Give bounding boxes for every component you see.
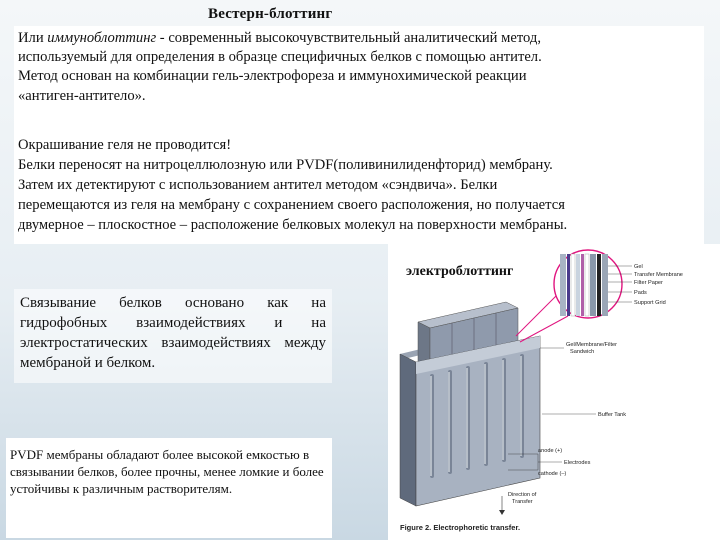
label-anode: anode (+)	[538, 448, 563, 454]
label-transfer-membrane: Transfer Membrane	[634, 272, 683, 278]
intro-line-2: используемый для определения в образце специфичных белков с помощью антител.	[18, 49, 542, 65]
binding-note-box	[14, 289, 332, 383]
term-immunoblotting: иммуноблоттинг	[47, 30, 157, 46]
zoom-layers	[560, 254, 608, 316]
label-electrodes: Electrodes	[564, 460, 591, 466]
intro-line-1: Или иммуноблоттинг - современный высокочувствительный аналитический метод,	[18, 30, 541, 46]
label-sandwich: Gel/Membrane/Filter	[566, 342, 617, 348]
pvdf-note-box	[6, 438, 332, 538]
label-filter-paper: Filter Paper	[634, 280, 663, 286]
tank-side	[400, 354, 416, 506]
label-gel: Gel	[634, 264, 643, 270]
details-line-1: Окрашивание геля не проводится!	[18, 137, 232, 153]
label-pads: Pads	[634, 290, 647, 296]
label-buffer-tank: Buffer Tank	[598, 412, 627, 418]
slide-title: Вестерн-блоттинг	[208, 6, 333, 22]
details-line-5: двумерное – плоскостное – расположение белковых молекул на поверхности мембраны.	[18, 217, 568, 233]
figure-caption: Figure 2. Electrophoretic transfer.	[400, 523, 521, 532]
intro-line-3: Метод основан на комбинации гель-электрофореза и иммунохимической реакции	[18, 68, 527, 84]
label-cathode: cathode (–)	[538, 471, 567, 477]
electroblotting-figure	[388, 244, 720, 540]
details-line-2: Белки переносят на нитроцеллюлозную или PVDF(поливинилиденфторид) мембрану.	[18, 157, 553, 173]
details-line-4: перемещаются из геля на мембрану с сохранением своего расположения, но получается	[18, 197, 565, 213]
label-direction: Direction of	[508, 492, 537, 498]
label-support-grid: Support Grid	[634, 300, 666, 306]
electroblotting-label: электроблоттинг	[402, 262, 517, 282]
binding-note: Связывание белков основано как на гидрофобных взаимодействиях и на электростатических взаимодействиях между мембраной и белком.	[20, 295, 326, 371]
pvdf-note: PVDF мембраны обладают более высокой емкостью в связывании белков, более прочны, менее ломкие и более устойчивы к различным растворителям.	[10, 447, 324, 496]
intro-line-4: «антиген-антитело».	[18, 88, 146, 104]
label-sandwich-2: Sandwich	[570, 349, 595, 355]
electrophoretic-transfer-diagram	[388, 244, 720, 540]
details-line-3: Затем их детектируют с использованием антител методом «сэндвича». Белки	[18, 177, 498, 193]
label-direction-2: Transfer	[512, 499, 533, 505]
